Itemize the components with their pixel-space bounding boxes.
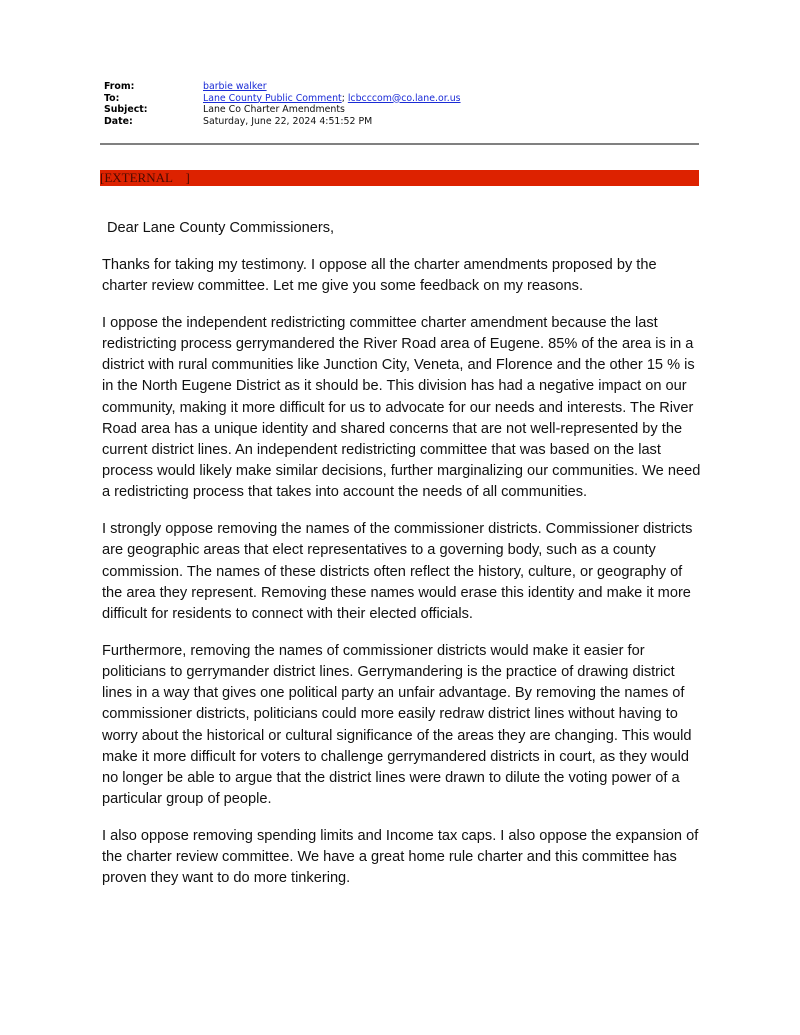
greeting: Dear Lane County Commissioners, <box>107 220 335 236</box>
to-label: To: <box>104 92 120 104</box>
body-paragraph-district-names: I strongly oppose removing the names of the commissioner districts. Commissioner districts are geographic areas that elect representatives to a governing body, such as a county commission. The names of these districts often reflect the history, culture, or geography of the area they represent. Removing these names would erase this identity and make it more difficult for residents to connect with their elected officials. <box>102 521 693 623</box>
header-divider <box>100 143 699 145</box>
subject-value: Lane Co Charter Amendments <box>203 104 345 116</box>
from-row <box>104 81 461 93</box>
subject-label: Subject: <box>104 104 148 116</box>
from-label: From: <box>104 81 135 92</box>
external-warning-banner: [EXTERNAL ] <box>100 170 699 186</box>
subject-row <box>104 104 461 116</box>
to-row <box>104 93 461 105</box>
email-body <box>102 218 706 905</box>
recipient-link-public-comment[interactable]: Lane County Public Comment <box>203 92 342 104</box>
date-row <box>104 116 461 128</box>
body-paragraph-intro: Thanks for taking my testimony. I oppose all the charter amendments proposed by the charter review committee. Let me give you some feedback on my reasons. <box>102 256 657 294</box>
recipient-separator: ; <box>341 92 348 104</box>
recipient-link-email[interactable]: lcbcccom@co.lane.or.us <box>347 92 461 104</box>
email-header <box>104 81 461 127</box>
sender-link[interactable]: barbie walker <box>203 81 267 92</box>
date-value: Saturday, June 22, 2024 4:51:52 PM <box>203 115 373 127</box>
body-paragraph-redistricting: I oppose the independent redistricting committee charter amendment because the last redistricting process gerrymandered the River Road area of Eugene. 85% of the area is in a district with rural communities like Junction City, Veneta, and Florence and the other 15 % is in the North Eugene District as it should be. This division has had a negative impact on our community, making it more difficult for us to advocate for our needs and interests. The River Road area has a unique identity and shared concerns that are not well-represented by the current district lines. An independent redistricting committee that was based on the last process would likely make similar decisions, further marginalizing our communities. We need a redistricting process that takes into account the needs of all communities. <box>102 314 701 501</box>
body-paragraph-spending-limits: I also oppose removing spending limits and Income tax caps. I also oppose the expansion of the charter review committee. We have a great home rule charter and this committee has proven they want to do more tinkering. <box>102 828 699 887</box>
date-label: Date: <box>104 115 133 127</box>
body-paragraph-gerrymandering: Furthermore, removing the names of commissioner districts would make it easier for politicians to gerrymander district lines. Gerrymandering is the practice of drawing district lines in a way that gives one political party an unfair advantage. By removing the names of commissioner districts, politicians could more easily redraw district lines without having to worry about the historical or cultural significance of the areas they are changing. This would make it more difficult for voters to challenge gerrymandered districts in court, as they would no longer be able to argue that the district lines were drawn to dilute the voting power of a particular group of people. <box>102 642 692 808</box>
